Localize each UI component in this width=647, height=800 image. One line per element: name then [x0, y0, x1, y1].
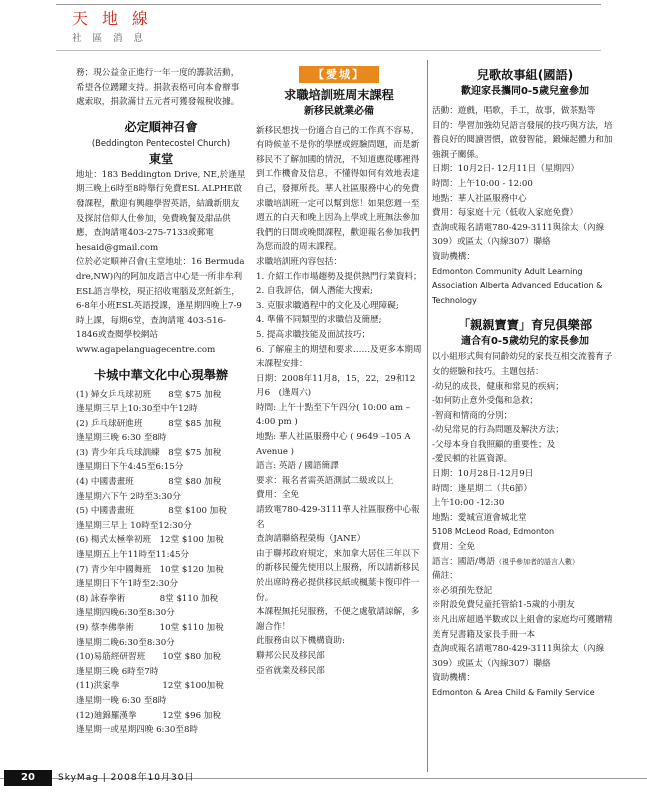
list-item: 4. 準備不同類型的求職信及簡歷;	[256, 315, 382, 326]
date: 日期：2008年11月8，15，22，29和12月6 (逢周六)	[256, 373, 416, 399]
list-item: 逢星期三晚 6時至7時	[76, 666, 159, 677]
column-right	[432, 66, 618, 701]
fee: 費用：全免	[432, 542, 475, 553]
sponsor: 亞省就業及移民部	[256, 665, 325, 676]
policy-note: 由于聯邦政府規定，來加拿大居住三年以下的新移民優先使用以上服務，所以請新移民於出席時務必提供移民紙或楓葉卡復印件一份。	[256, 548, 420, 603]
list-item: 逢星期一或星期四晚 6:30至8時	[76, 725, 199, 736]
list-item: 逢星期三早上10:30至中午12時	[76, 404, 198, 415]
list-item: (11)洪家拳 12堂 $100加稅	[76, 681, 224, 692]
language: 語言: 英語 / 國語簡譯	[256, 461, 339, 472]
childcare-note: 本課程無托兒服務，不便之處敬請諒解，多謝合作！	[256, 607, 420, 632]
place: 地點：愛城宣道會城北堂	[432, 512, 527, 523]
church-title: 必定順神召會	[124, 119, 198, 134]
list-item: (7) 青少年中國舞班 10堂 $120 加稅	[76, 564, 224, 575]
list-item: ※凡出席超過半數或以上組會的家庭均可獲贈精	[432, 615, 613, 625]
list-item: 2. 自我評估，個人潛能大搜索;	[256, 286, 373, 297]
church-english-name: (Beddington Pentecostel Church)	[91, 137, 231, 148]
list-item: (2) 乒乓球研進班 8堂 $85 加稅	[76, 418, 222, 429]
parenting-club-subtitle: 適合有0-5歲幼兒的家長參加	[460, 336, 590, 348]
contact: 查詢請聯絡程榮梅（JANE）	[256, 534, 366, 545]
sponsor-label: 此服務由以下機構資助:	[256, 636, 345, 647]
job-training-title: 求職培訓班周末課程	[284, 87, 394, 102]
header-top-rule	[56, 4, 601, 5]
fee: 費用：全免	[256, 490, 299, 501]
column-left	[76, 66, 246, 738]
sponsor-label: 資助機構：	[432, 251, 475, 262]
list-item: 1. 介紹工作市場趨勢及提供熱門行業資料；	[256, 271, 422, 282]
list-item: -父母本身自我照顧的重要性；及	[432, 439, 556, 450]
city-tag	[256, 66, 422, 84]
list-item: 逢星期四晚6:30至8:30分	[76, 608, 175, 619]
list-item: 美育兒書籍及家長手冊一本	[432, 629, 536, 640]
list-item: (5) 中國書畫班 8堂 $100 加稅	[76, 506, 227, 517]
time-detail: 上午10:00 -12:30	[432, 498, 505, 509]
list-item: -愛民頓的社區資源。	[432, 454, 513, 465]
list-item: 逢星期二晚6:30至8:30分	[76, 637, 175, 648]
job-training-subtitle: 新移民就業必備	[304, 105, 374, 117]
time: 時間：逢星期二（共6節）	[432, 483, 532, 494]
page-number: 20	[4, 770, 52, 786]
requirement: 要求：報名者需英語測試二級或以上	[256, 475, 394, 486]
notes-label: 備註：	[432, 571, 458, 582]
church-paragraph-2: 位於必定順神召會(主堂地址：16 Bermuda dre,NW)內的阿加皮語言中心是一所非牟利ESL語言學校，現正招收電腦及烹飪新生，6-8年小班ESL英語授課，逢星期四晚上7-9時上課，每期6堂，查詢請電 403-516-1846或查閱學校網站 www.agapelanguagecentre.com	[76, 257, 245, 355]
list-item: -幼兒的成長，健康和常見的疾病；	[432, 381, 564, 392]
inquiry: 查詢或報名請電780-429-3111與徐太（內線309）或區太（內線307）聯絡	[432, 644, 605, 669]
list-item: (12)廸錦羅漢拳 12堂 $96 加稅	[76, 710, 221, 721]
list-item: 逢星期日下午1時至2:30分	[76, 579, 179, 590]
sponsor: Edmonton Community Adult Learning Association Alberta Advanced Education & Technology	[432, 266, 603, 305]
list-item: 逢星期五上午11時至11:45分	[76, 550, 190, 561]
language	[432, 555, 618, 570]
activity: 活動：遊戲，唱歌，手工，故事，做茶點等	[432, 106, 596, 116]
place: 地點: 華人社區服務中心 ( 9649 –105 A Avenue )	[256, 432, 411, 457]
header-bottom-rule	[56, 50, 601, 51]
list-item: (8) 詠春拳術 8堂 $110 加稅	[76, 593, 219, 604]
sponsor: Edmonton & Area Child & Family Service	[432, 687, 595, 697]
purpose: 目的：學習加強幼兒語言發展的技巧與方法，培養良好的閱讀習慣，啟發智能，鍛煉起體力和加強親子關係。	[432, 120, 613, 160]
list-item: (4) 中國書畫班 8堂 $80 加稅	[76, 477, 222, 488]
list-item: -智商和情商的分別；	[432, 410, 513, 421]
list-item: 5. 提高求職技能及面試技巧；	[256, 329, 371, 340]
language-note: （視乎參加者的語言人數）	[495, 557, 580, 566]
time: 時間: 上午十點至下午四分( 10:00 am – 4:00 pm )	[256, 402, 411, 428]
church-branch: 東堂	[148, 151, 174, 166]
city-tag-label: 【愛城】	[299, 66, 379, 83]
inquiry: 查詢或報名請電780-429-3111與徐太（內線309）或區太（內線307）聯絡	[432, 222, 605, 248]
address: 5108 McLeod Road, Edmonton	[432, 527, 555, 537]
club-intro: 以小組形式與有同齡幼兒的家長互相交流養育子女的經驗和技巧。主題包括：	[432, 352, 613, 377]
sponsor-label: 資助機構：	[432, 673, 475, 684]
section-title: 天地線	[72, 9, 163, 28]
registration: 請致電780-429-3111華人社區服務中心報名	[256, 505, 420, 530]
story-group-title: 兒歌故事組(國語)	[476, 68, 574, 82]
time: 時間：上午10:00 - 12:00	[432, 178, 533, 189]
column-middle	[256, 66, 422, 678]
fee: 費用：每家庭十元（低收入家庭免費）	[432, 208, 579, 219]
place: 地點：華人社區服務中心	[432, 193, 527, 204]
date: 日期：10月2日- 12月11日（星期四）	[432, 164, 580, 175]
list-item: 逢星期一晚 6:30 至8時	[76, 695, 167, 706]
list-item: ※附設免費兒童托管給1-5歲的小朋友	[432, 600, 575, 611]
page-footer	[0, 764, 647, 800]
list-item: (3) 青少年兵乓球訓練 8堂 $75 加稅	[76, 447, 222, 458]
date: 日期：10月28日-12月9日	[432, 469, 534, 480]
list-item: (9) 蔡李佛拳術 10堂 $110 加稅	[76, 623, 224, 633]
content-label: 求職培訓班內容包括：	[256, 256, 342, 267]
list-item: 逢星期日下午4:45至6:15分	[76, 462, 184, 473]
job-training-body: 新移民想找一份適合自己的工作真不容易，有時候並不是你的學歷或經驗問題，而是新移民不了解加國的情況，不知道應從哪裡得到工作機會及信息，不懂得如何有效地表達自己，發揮所長。華人社區服務中心的免費求職培訓班一定可以幫到您！如果您週一至週五的白天和晚上因為上學或上班無法參加我們的日間或晚間課程，歡迎報名參加我們為您而設的周末課程。	[256, 125, 420, 253]
column-divider	[427, 60, 428, 772]
class-list	[76, 388, 246, 738]
intro-text: 務；現公益金正進行一年一度的籌款活動，希望各位踴躍支持。捐款表格可向本會辦事處索取，捐款滿廿五元者可獲發報稅收據。	[76, 68, 240, 108]
list-item: 逢星期三晚 6:30 至8時	[76, 433, 167, 444]
culture-center-title: 卡城中華文化中心現舉辦	[93, 367, 229, 382]
list-item: 逢星期三早上 10時至12:30分	[76, 520, 192, 531]
list-item: (10)易筋經研習班 10堂 $80 加稅	[76, 652, 221, 663]
list-item: -如何防止意外受傷和急救；	[432, 396, 539, 407]
church-paragraph-1: 地址：183 Beddington Drive, NE,於逢星期三晚上6時至8時舉行免費ESL ALPHE啟發課程，歡迎有興趣學習英語，結識新朋友及探討信仰人仕參加，免費晚餐及甜品供應，查詢請電403-275-7133或郵電hesaid@gmail.com	[76, 169, 246, 253]
parenting-club-title: 「親親寶寶」育兒俱樂部	[457, 318, 593, 333]
list-item: 6. 了解雇主的期望和要求……及更多本期周末課程安排：	[256, 344, 422, 370]
section-subtitle: 社區消息	[72, 33, 155, 44]
story-group-subtitle: 歡迎家長攜同0-5歲兒童參加	[460, 86, 590, 97]
list-item: (1) 婦女乒乓球初班 8堂 $75 加稅	[76, 389, 222, 400]
sponsor: 聯邦公民及移民部	[256, 650, 325, 661]
section-header	[0, 0, 647, 52]
list-item: ※必須預先登記	[432, 585, 493, 596]
footer-text: SkyMag | 2008年10月30日	[58, 773, 195, 783]
list-item: 逢星期六下午 2時至3:30分	[76, 491, 181, 502]
list-item: 3. 克服求職過程中的文化及心理障礙;	[256, 300, 399, 311]
language-value: 語言：國語/粵語	[432, 556, 496, 567]
list-item: -幼兒常見的行為問題及解決方法；	[432, 425, 564, 436]
list-item: (6) 楊式太極拳初班 12堂 $100 加稅	[76, 535, 224, 546]
